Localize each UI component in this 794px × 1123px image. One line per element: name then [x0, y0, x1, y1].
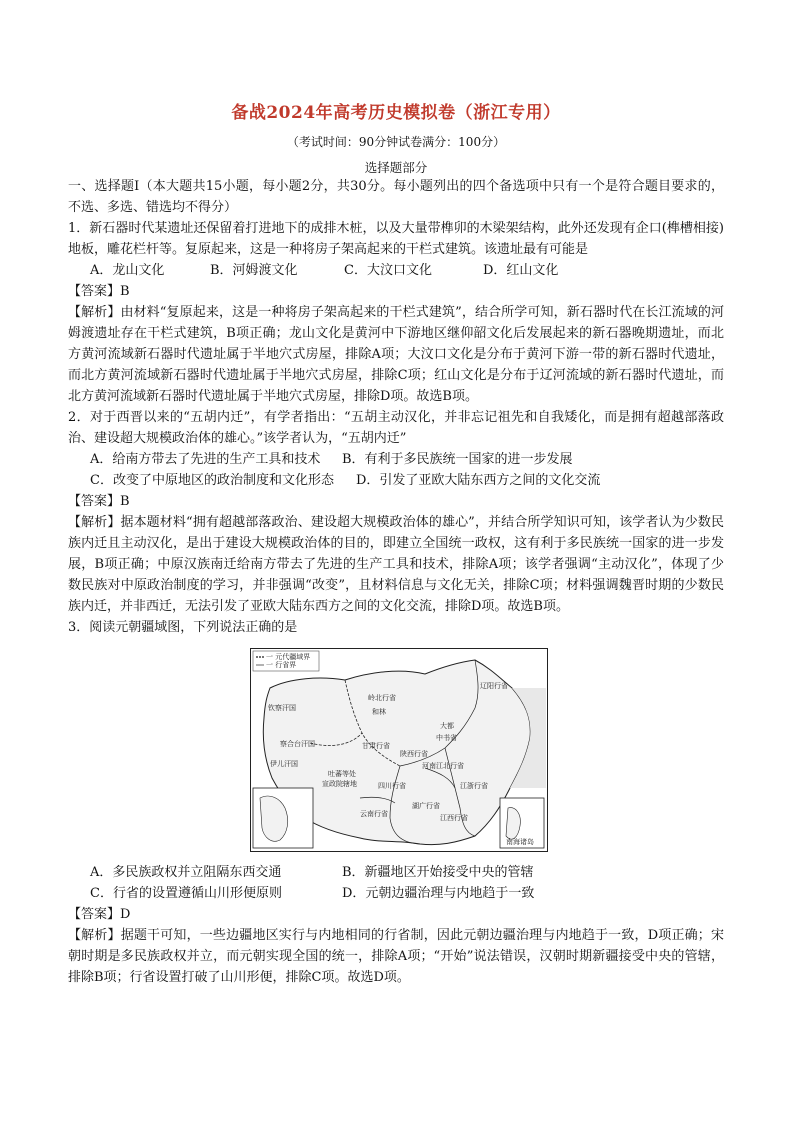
question-1-options: [68, 260, 724, 281]
question-3-stem: 3．阅读元朝疆域图，下列说法正确的是: [68, 620, 298, 635]
label-dadu: 大都: [440, 722, 454, 730]
option-d[interactable]: D．引发了亚欧大陆东西方之间的文化交流: [356, 473, 601, 488]
option-b[interactable]: B．有利于多民族统一国家的进一步发展: [342, 452, 573, 467]
exam-meta: （考试时间：90分钟试卷满分：100分）: [286, 135, 506, 149]
question-2-answer: 【答案】B: [68, 494, 130, 509]
option-c[interactable]: C．改变了中原地区的政治制度和文化形态: [90, 473, 334, 488]
question-3-options-row1: [68, 862, 724, 883]
legend-border: 一 元代疆域界: [266, 653, 311, 661]
label-ilkhan: 伊儿汗国: [270, 760, 298, 768]
label-sichuan: 四川行省: [378, 782, 406, 790]
label-shaanxi: 陕西行省: [400, 750, 428, 758]
label-jiangzhe: 江浙行省: [460, 782, 488, 790]
section-heading: 选择题部分: [364, 160, 428, 175]
question-3-answer: 【答案】D: [68, 907, 131, 922]
label-jiangxi: 江西行省: [440, 814, 468, 822]
label-helin: 和林: [372, 708, 386, 716]
question-3-analysis: 【解析】据题干可知，一些边疆地区实行与内地相同的行省制，因此元朝边疆治理与内地趋于一致，D项正确；宋朝时期是多民族政权并立，而元朝实现全国的统一，排除A项；“开始”说法错误，汉朝时期新疆接受中央的管辖，排除B项；行省设置打破了山川形便，排除C项。故选D项。: [68, 928, 724, 985]
legend-province: 一 行省界: [266, 661, 297, 669]
option-a[interactable]: A．多民族政权并立阻隔东西交通: [90, 865, 282, 880]
map-figure: [250, 648, 548, 852]
question-2-options-row1: [68, 449, 724, 470]
label-nanhai: 南海诸岛: [506, 838, 534, 846]
question-2-stem: 2．对于西晋以来的“五胡内迁”，有学者指出：“五胡主动汉化，并非忘记祖先和自我矮化，而是拥有超越部落政治、建设超大规模政治体的雄心。”该学者认为，“五胡内迁”: [68, 410, 724, 446]
option-b[interactable]: B．新疆地区开始接受中央的管辖: [342, 865, 534, 880]
page-title: 备战2024年高考历史模拟卷（浙江专用）: [231, 103, 561, 123]
exam-page: [68, 96, 724, 988]
label-huguang: 湖广行省: [412, 802, 440, 810]
option-c[interactable]: C．行省的设置遵循山川形便原则: [90, 886, 282, 901]
label-gansu: 甘肃行省: [362, 742, 390, 750]
option-a[interactable]: A．给南方带去了先进的生产工具和技术: [90, 452, 321, 467]
label-liaoyang: 辽阳行省: [480, 682, 508, 690]
label-kipchak: 钦察汗国: [268, 704, 296, 712]
label-xuanzheng: 宣政院辖地: [322, 780, 357, 788]
question-2-options-row2: [68, 470, 724, 491]
option-d[interactable]: D．红山文化: [483, 263, 559, 278]
question-3-options-row2: [68, 883, 724, 904]
option-b[interactable]: B．河姆渡文化: [210, 263, 298, 278]
label-chagatai: 察合台汗国: [280, 740, 315, 748]
option-a[interactable]: A．龙山文化: [90, 263, 165, 278]
yuan-dynasty-map: [250, 648, 548, 852]
label-tubo: 吐蕃等处: [328, 770, 356, 778]
question-1-stem: 1．新石器时代某遗址还保留着打进地下的成排木桩，以及大量带榫卯的木梁架结构，此外还发现有企口(榫槽相接)地板，雕花栏杆等。复原起来，这是一种将房子架高起来的干栏式建筑。该遗址最有可能是: [68, 221, 724, 257]
section-instructions: 一、选择题Ⅰ（本大题共15小题，每小题2分，共30分。每小题列出的四个备选项中只有一个是符合题目要求的，不选、多选、错选均不得分）: [68, 179, 724, 215]
label-zhongshu: 中书省: [436, 734, 457, 742]
option-d[interactable]: D．元朝边疆治理与内地趋于一致: [342, 886, 535, 901]
question-1-answer: 【答案】B: [68, 284, 130, 299]
label-henan: 河南江北行省: [422, 762, 464, 770]
question-1-analysis: 【解析】由材料“复原起来，这是一种将房子架高起来的干栏式建筑”，结合所学可知，新石器时代在长江流域的河姆渡遗址存在干栏式建筑，B项正确；龙山文化是黄河中下游地区继仰韶文化后发展起来的新石器晚期遗址，而北方黄河流域新石器时代遗址属于半地穴式房屋，排除A项；大汶口文化是分布于黄河下游一带的新石器时代遗址，而北方黄河流域新石器时代遗址属于半地穴式房屋，排除C项；红山文化是分布于辽河流域的新石器时代遗址，而北方黄河流域新石器时代遗址属于半地穴式房屋，排除D项。故选B项。: [68, 305, 724, 404]
label-lingbei: 岭北行省: [368, 694, 396, 702]
question-2-analysis: 【解析】据本题材料“拥有超越部落政治、建设超大规模政治体的雄心”，并结合所学知识可知，该学者认为少数民族内迁且主动汉化，是出于建设大规模政治体的目的，即建立全国统一政权，这有利于多民族统一国家的进一步发展，B项正确；中原汉族南迁给南方带去了先进的生产工具和技术，排除A项；该学者强调“主动汉化”，体现了少数民族对中原政治制度的学习，并非强调“改变”，且材料信息与文化无关，排除C项；材料强调魏晋时期的少数民族内迁，并非西迁，无法引发了亚欧大陆东西方之间的文化交流，排除D项。故选B项。: [68, 515, 724, 614]
option-c[interactable]: C．大汶口文化: [344, 263, 432, 278]
label-yunnan: 云南行省: [360, 810, 388, 818]
